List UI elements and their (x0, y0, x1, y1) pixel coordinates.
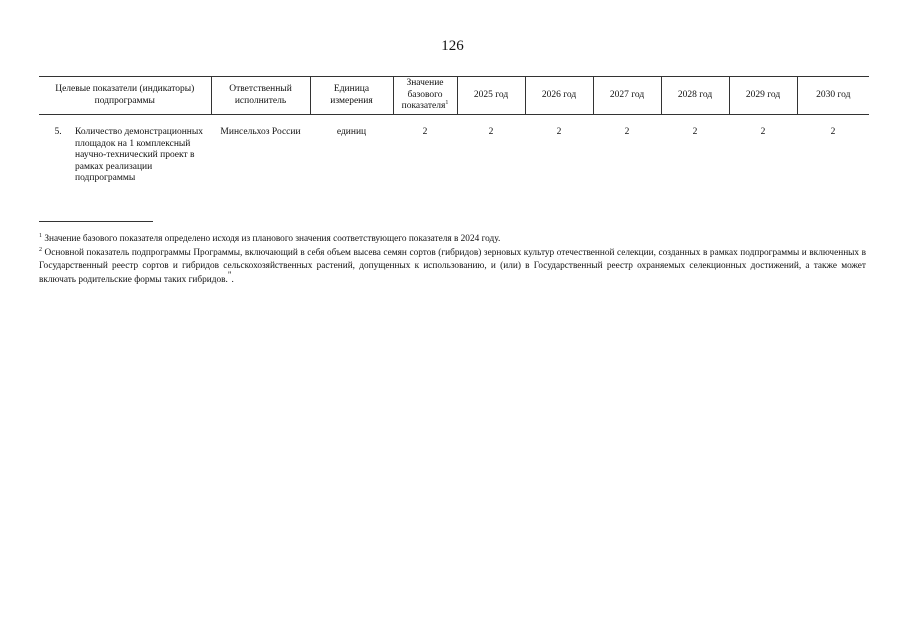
row-unit: единиц (336, 127, 367, 137)
header-year-2030: 2030 год (797, 77, 869, 115)
footnote-1-mark: 1 (39, 232, 42, 239)
row-value-2027: 2 (624, 127, 630, 137)
header-year-2027: 2027 год (593, 77, 661, 115)
header-base-value-ref: 1 (445, 100, 449, 107)
footnote-2-trailing-mark: " (227, 269, 232, 280)
footnote-2-mark: 2 (39, 246, 42, 253)
row-indicator-cell (39, 115, 211, 185)
header-executor: Ответственный исполнитель (211, 77, 310, 115)
row-base-value: 2 (422, 127, 428, 137)
footnote-1-text: Значение базового показателя определено исходя из планового значения соответствующего показателя в 2024 году. (44, 234, 501, 244)
row-number: 5. (54, 127, 62, 137)
header-year-2029: 2029 год (729, 77, 797, 115)
footnote-2-end-punct: . (231, 274, 234, 285)
footnote-divider (39, 221, 153, 222)
row-value-2030: 2 (830, 127, 836, 137)
footnote-2 (39, 247, 866, 288)
table-header-row (39, 77, 869, 115)
page-number: 126 (441, 38, 464, 54)
header-indicators: Целевые показатели (индикаторы) подпрограммы (39, 77, 211, 115)
header-base-value (393, 77, 457, 115)
footnote-1 (39, 233, 866, 247)
header-year-2028: 2028 год (661, 77, 729, 115)
footnotes (39, 233, 866, 287)
footnote-2-text: Основной показатель подпрограммы Программы, включающий в себя объем высева семян сортов (гибридов) зерновых культур отечественной селекции, созданных в рамках подпрограммы и включенных в Государственный реестр сортов и гибридов сельскохозяйственных растений, допущенных к использованию, и (или) в Государственный реестр охраняемых селекционных достижений, а также может включать родительские формы таких гибридов. (39, 247, 867, 285)
row-executor: Минсельхоз России (220, 127, 301, 137)
header-base-value-text: Значение базового показателя (401, 78, 446, 112)
row-indicator-name: Количество демонстрационных площадок на 1 комплексный научно-технический проект в рамках реализации подпрограммы (75, 127, 204, 183)
header-year-2026: 2026 год (525, 77, 593, 115)
table-row (39, 115, 869, 185)
header-year-2025: 2025 год (457, 77, 525, 115)
row-value-2028: 2 (692, 127, 698, 137)
row-value-2026: 2 (556, 127, 562, 137)
row-value-2029: 2 (760, 127, 766, 137)
row-value-2025: 2 (488, 127, 494, 137)
indicators-table (39, 76, 869, 185)
header-unit: Единица измерения (310, 77, 393, 115)
